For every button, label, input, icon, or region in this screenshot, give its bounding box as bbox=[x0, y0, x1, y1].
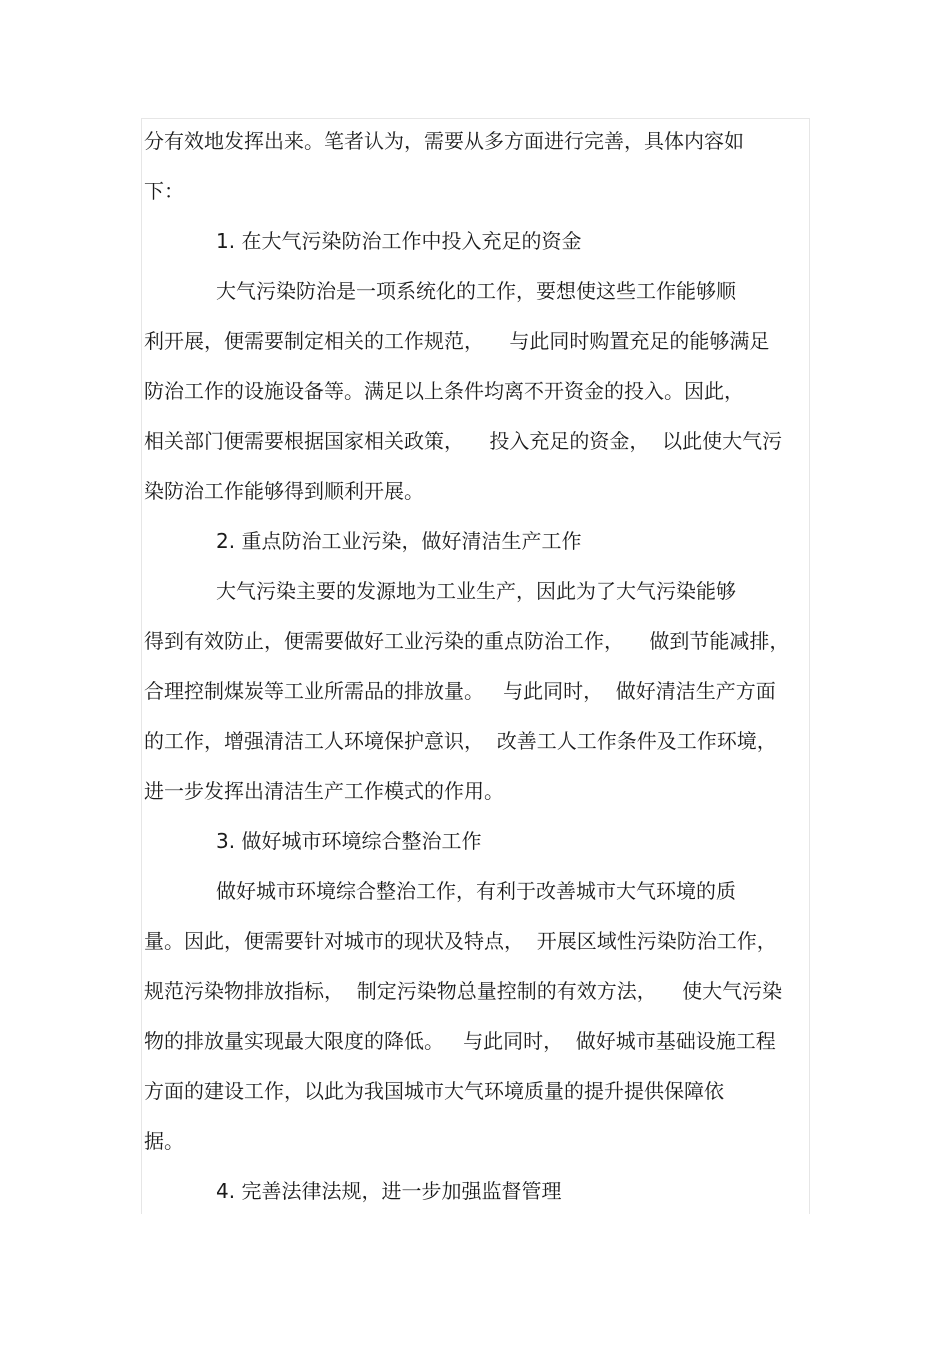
section-heading-3: 3. 做好城市环境综合整治工作 bbox=[216, 829, 482, 853]
body-text-line: 染防治工作能够得到顺利开展。 bbox=[144, 479, 424, 503]
body-text-line: 下： bbox=[144, 179, 184, 203]
body-text-line: 大气污染防治是一项系统化的工作，要想使这些工作能够顺 bbox=[216, 279, 736, 303]
body-text-line: 进一步发挥出清洁生产工作模式的作用。 bbox=[144, 779, 504, 803]
body-text-line: 相关部门便需要根据国家相关政策， 投入充足的资金， 以此使大气污 bbox=[144, 429, 783, 453]
body-text-line: 利开展，便需要制定相关的工作规范， 与此同时购置充足的能够满足 bbox=[144, 329, 770, 353]
section-heading-2: 2. 重点防治工业污染，做好清洁生产工作 bbox=[216, 529, 582, 553]
section-heading-1: 1. 在大气污染防治工作中投入充足的资金 bbox=[216, 229, 582, 253]
body-text-line: 量。因此，便需要针对城市的现状及特点， 开展区域性污染防治工作， bbox=[144, 929, 777, 953]
body-text-line: 合理控制煤炭等工业所需品的排放量。 与此同时， 做好清洁生产方面 bbox=[144, 679, 776, 703]
body-text-line: 方面的建设工作，以此为我国城市大气环境质量的提升提供保障依 bbox=[144, 1079, 724, 1103]
body-text-line: 规范污染物排放指标， 制定污染物总量控制的有效方法， 使大气污染 bbox=[144, 979, 783, 1003]
body-text-line: 分有效地发挥出来。笔者认为，需要从多方面进行完善，具体内容如 bbox=[144, 129, 744, 153]
body-text-line: 大气污染主要的发源地为工业生产，因此为了大气污染能够 bbox=[216, 579, 736, 603]
body-text-line: 防治工作的设施设备等。满足以上条件均离不开资金的投入。因此， bbox=[144, 379, 744, 403]
body-text-line: 据。 bbox=[144, 1129, 184, 1153]
body-text-line: 做好城市环境综合整治工作，有利于改善城市大气环境的质 bbox=[216, 879, 736, 903]
body-text-line: 得到有效防止，便需要做好工业污染的重点防治工作， 做到节能减排， bbox=[144, 629, 790, 653]
body-text-line: 物的排放量实现最大限度的降低。 与此同时， 做好城市基础设施工程 bbox=[144, 1029, 776, 1053]
body-text-line: 的工作，增强清洁工人环境保护意识， 改善工人工作条件及工作环境， bbox=[144, 729, 777, 753]
section-heading-4: 4. 完善法律法规，进一步加强监督管理 bbox=[216, 1179, 562, 1203]
